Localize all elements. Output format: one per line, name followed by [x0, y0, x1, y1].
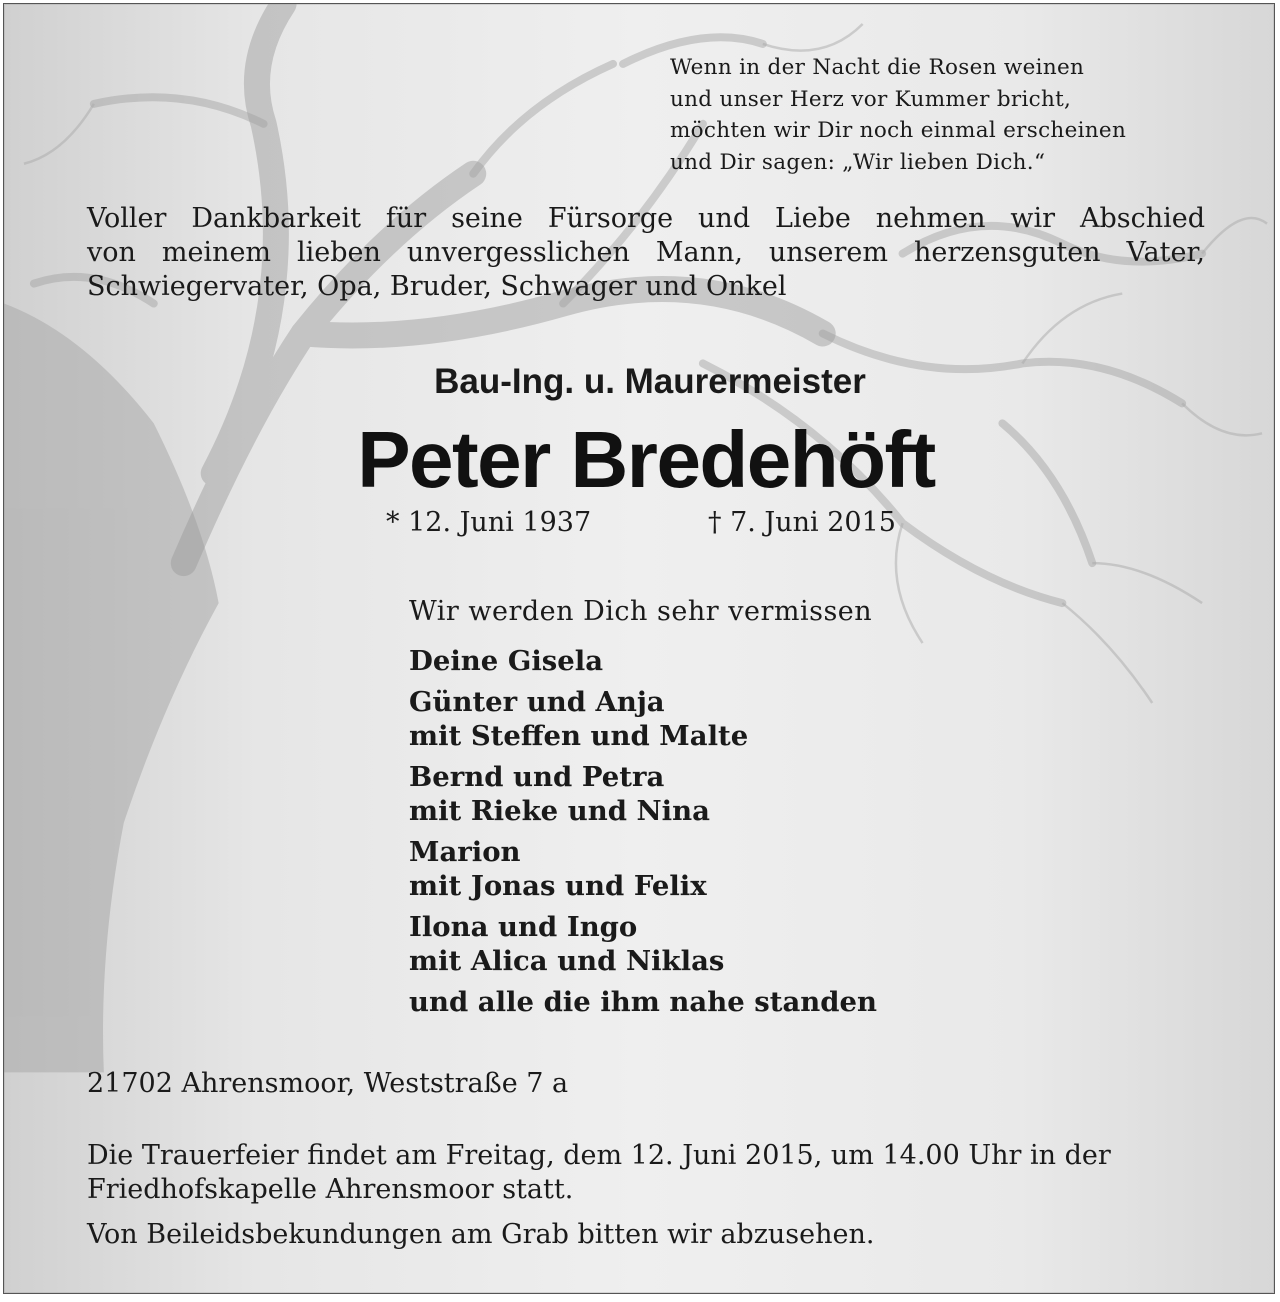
family-line: mit Jonas und Felix [409, 870, 707, 902]
intro-line: von meinem lieben unvergesslichen Mann, unserem herzensguten Vater, [87, 237, 1205, 268]
funeral-info [87, 1139, 1111, 1207]
birth-date: * 12. Juni 1937 [386, 507, 592, 538]
family-group [409, 910, 877, 978]
miss-line: Wir werden Dich sehr vermissen [409, 596, 873, 627]
family-line: Günter und Anja [409, 686, 665, 718]
family-line: mit Rieke und Nina [409, 795, 710, 827]
address: 21702 Ahrensmoor, Weststraße 7 a [87, 1068, 569, 1099]
family-line: mit Steffen und Malte [409, 720, 749, 752]
poem-line: möchten wir Dir noch einmal erscheinen [670, 118, 1127, 143]
poem-line: Wenn in der Nacht die Rosen weinen [670, 55, 1085, 80]
family-group [409, 985, 877, 1019]
deceased-name: Peter Bredehöft [357, 415, 935, 504]
family-group [409, 685, 877, 753]
family-line: mit Alica und Niklas [409, 945, 725, 977]
intro-line: Voller Dankbarkeit für seine Fürsorge und Liebe nehmen wir Abschied [87, 203, 1205, 234]
family-group [409, 760, 877, 828]
death-date: † 7. Juni 2015 [708, 507, 896, 538]
family-line: Deine Gisela [409, 645, 604, 677]
deceased-profession: Bau-Ing. u. Maurermeister [434, 362, 866, 401]
poem-block [670, 52, 1126, 178]
funeral-line: Friedhofskapelle Ahrensmoor statt. [87, 1174, 574, 1205]
intro-paragraph [87, 202, 1205, 304]
poem-line: und unser Herz vor Kummer bricht, [670, 86, 1072, 112]
family-line: und alle die ihm nahe standen [409, 986, 878, 1018]
poem-line: und Dir sagen: „Wir lieben Dich.“ [670, 149, 1046, 175]
family-line: Marion [409, 836, 521, 868]
family-group [409, 644, 877, 678]
condolence-note: Von Beileidsbekundungen am Grab bitten wir abzusehen. [87, 1219, 875, 1250]
family-group [409, 835, 877, 903]
family-line: Ilona und Ingo [409, 911, 638, 943]
funeral-line: Die Trauerfeier findet am Freitag, dem 12. Juni 2015, um 14.00 Uhr in der [87, 1140, 1111, 1171]
family-line: Bernd und Petra [409, 761, 665, 793]
intro-line: Schwiegervater, Opa, Bruder, Schwager und Onkel [87, 271, 787, 302]
obituary-notice [3, 3, 1275, 1294]
family-list [409, 644, 877, 1026]
